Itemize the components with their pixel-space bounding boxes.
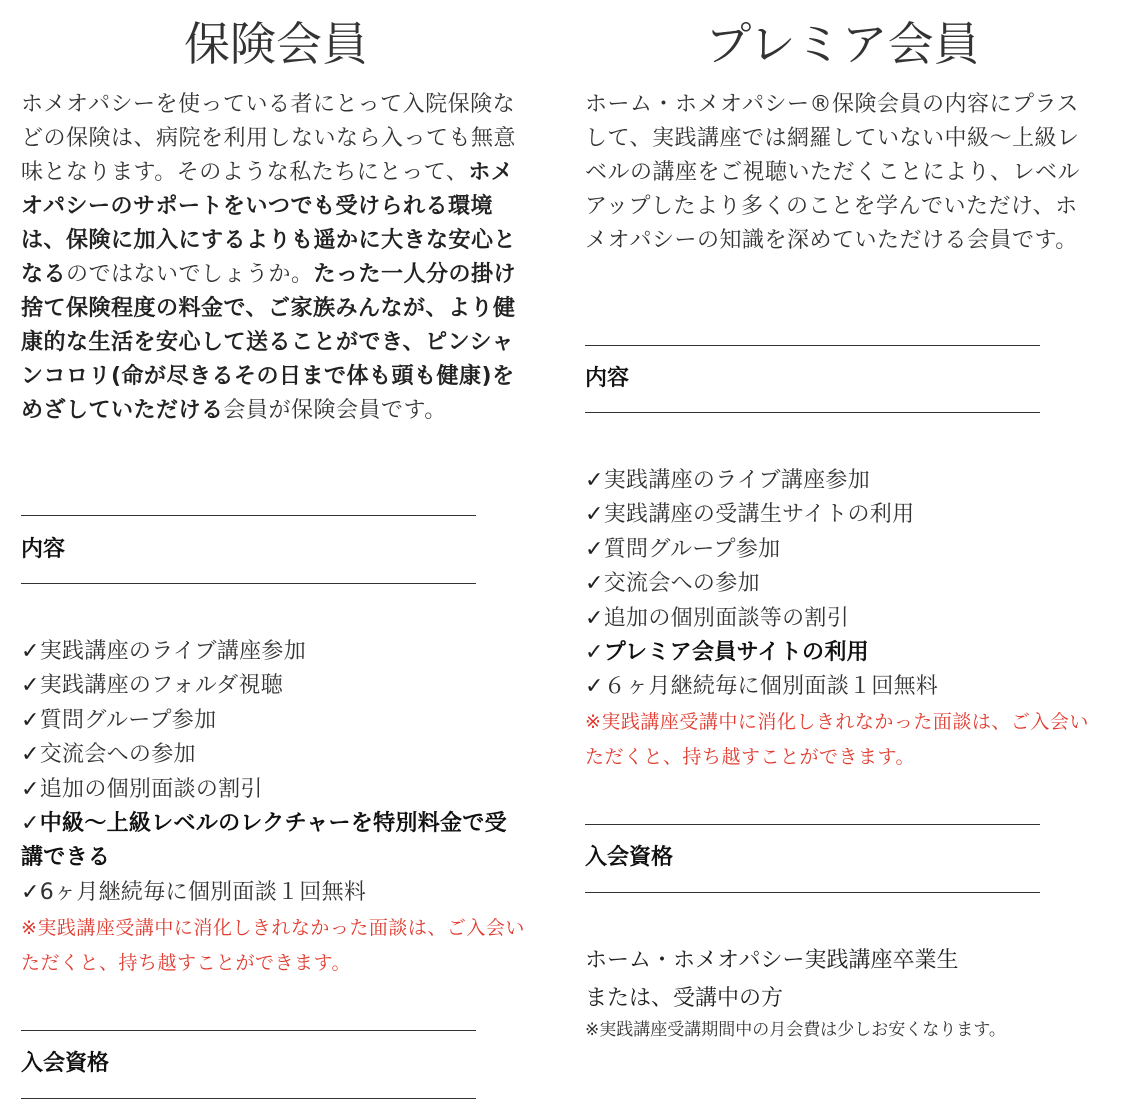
divider [21, 583, 476, 584]
qualification-line: ホーム・ホメオパシー実践講座卒業生 [585, 948, 959, 973]
list-item: ✓実践講座のライブ講座参加 [585, 468, 871, 493]
content-heading: 内容 [585, 366, 630, 391]
list-item: ✓質問グループ参加 [585, 536, 781, 562]
qualification-heading: 入会資格 [21, 1051, 110, 1076]
list-item: ✓実践講座のフォルダ視聴 [21, 673, 284, 699]
divider [21, 1098, 476, 1099]
check-icon: ✓ [21, 879, 40, 905]
divider [21, 1030, 476, 1031]
check-icon: ✓ [585, 640, 604, 666]
qualification-line: または、受講中の方 [585, 986, 784, 1011]
list-item: ✓追加の個別面談等の割引 [585, 605, 850, 631]
check-icon: ✓ [21, 776, 40, 802]
check-icon: ✓ [21, 639, 40, 664]
list-item: ✓交流会への参加 [21, 742, 196, 768]
premier-content-list [585, 464, 1100, 705]
insurance-member-title: 保険会員 [184, 17, 368, 71]
intro-segment-bold: ホメオパシーのサポートをいつでも受けられる環境は、保険に加入にするよりも遥かに大きな安心となる [21, 160, 517, 287]
list-item: ✓追加の個別面談の割引 [21, 776, 263, 802]
fee-discount-note: ※実践講座受講期間中の月会費は少しお安くなります。 [585, 1020, 1006, 1040]
list-item: ✓6ヶ月継続毎に個別面談１回無料 [21, 879, 367, 905]
check-icon: ✓ [585, 502, 604, 528]
insurance-content-list [21, 635, 531, 910]
premier-member-title: プレミア会員 [705, 17, 980, 71]
check-icon: ✓ [585, 605, 604, 631]
intro-segment: ホメオパシーを使っている者にとって入院保険などの保険は、病院を利用しないなら入っても無意味となります。そのような私たちにとって、 [21, 92, 517, 185]
list-item: ✓実践講座のライブ講座参加 [21, 639, 307, 664]
list-item: ✓６ヶ月継続毎に個別面談１回無料 [585, 674, 939, 700]
check-icon: ✓ [21, 707, 40, 733]
list-item: ✓プレミア会員サイトの利用 [585, 640, 869, 666]
check-icon: ✓ [585, 468, 604, 493]
qualification-heading: 入会資格 [585, 845, 674, 870]
intro-segment: のではないでしょうか。 [66, 262, 314, 287]
check-icon: ✓ [21, 811, 40, 837]
premier-member-intro: ホーム・ホメオパシー®保険会員の内容にプラスして、実践講座では網羅していない中級～上級レベルの講座をご視聴いただくことにより、レベルアップしたより多くのことを学んでいただけ、ホメオパシーの知識を深めていただける会員です。 [585, 92, 1081, 253]
carryover-note: ※実践講座受講中に消化しきれなかった面談は、ご入会いただくと、持ち越すことができます。 [21, 917, 525, 974]
divider [585, 412, 1040, 413]
check-icon: ✓ [585, 536, 604, 562]
list-item: ✓中級～上級レベルのレクチャーを特別料金で受講できる [21, 811, 507, 871]
intro-segment: 会員が保険会員です。 [223, 398, 447, 423]
list-item: ✓交流会への参加 [585, 571, 760, 597]
carryover-note: ※実践講座受講中に消化しきれなかった面談は、ご入会いただくと、持ち越すことができます。 [585, 711, 1089, 768]
check-icon: ✓ [21, 742, 40, 768]
divider [585, 824, 1040, 825]
divider [585, 892, 1040, 893]
content-heading: 内容 [21, 537, 66, 562]
intro-segment-bold: たった一人分の掛け捨て保険程度の料金で、ご家族みんなが、より健康的な生活を安心して送ることができ、ピンシャンコロリ(命が尽きるその日まで体も頭も健康)をめざしていただける [21, 262, 517, 423]
check-icon: ✓ [585, 571, 604, 597]
list-item: ✓実践講座の受講生サイトの利用 [585, 502, 915, 528]
list-item: ✓質問グループ参加 [21, 707, 217, 733]
check-icon: ✓ [585, 674, 604, 700]
divider [21, 515, 476, 516]
insurance-member-intro [21, 88, 531, 428]
qualification-text [585, 942, 1100, 1018]
divider [585, 345, 1040, 346]
check-icon: ✓ [21, 673, 40, 699]
